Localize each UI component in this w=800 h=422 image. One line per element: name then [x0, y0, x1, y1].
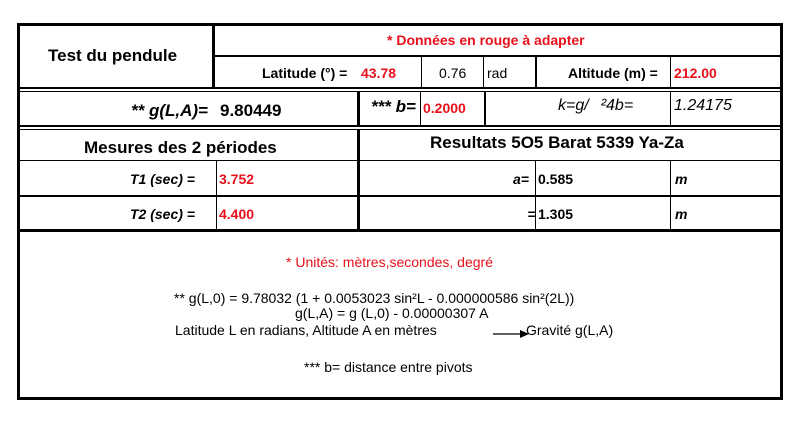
results-title: Resultats 5O5 Barat 5339 Ya-Za [430, 133, 684, 152]
b-definition-note: *** b= distance entre pivots [304, 359, 473, 375]
k-value: 1.24175 [674, 97, 732, 114]
table-bottom-border [20, 229, 780, 232]
altitude-label: Altitude (m) = [568, 65, 658, 81]
latitude-input[interactable]: 43.78 [361, 65, 397, 81]
formula-g-la: g(L,A) = g (L,0) - 0.00000307 A [295, 305, 489, 321]
section-title-border [20, 160, 780, 161]
latitude-radians-value: 0.76 [439, 65, 467, 81]
divider [421, 56, 422, 87]
divider [670, 92, 671, 125]
divider [483, 56, 484, 87]
a-label: a= [513, 171, 529, 187]
formula-g-l0: ** g(L,0) = 9.78032 (1 + 0.0053023 sin²L - 0.000000586 sin²(2L)) [174, 290, 575, 306]
arrow-right-icon [493, 326, 529, 340]
latitude-label: Latitude (°) = [262, 65, 348, 81]
t2-input[interactable]: 4.400 [219, 206, 255, 222]
l-value: 1.305 [538, 206, 574, 222]
divider [670, 56, 671, 87]
altitude-input[interactable]: 212.00 [674, 65, 717, 81]
measures-title: Mesures des 2 périodes [84, 138, 277, 157]
divider [535, 56, 537, 87]
notice-text: * Données en rouge à adapter [387, 32, 585, 48]
divider [420, 92, 421, 125]
divider [484, 92, 486, 125]
radians-unit: rad [487, 65, 508, 81]
page-title: Test du pendule [48, 46, 178, 65]
t1-row-border [20, 195, 780, 197]
divider [357, 92, 360, 125]
g-row-bottom-border [20, 125, 780, 130]
t1-input[interactable]: 3.752 [219, 171, 255, 187]
l-label:   = [513, 206, 536, 222]
k-label-text: k=g/ ²4b= [558, 97, 634, 114]
t2-label: T2 (sec) = [130, 206, 195, 222]
a-value: 0.585 [538, 171, 574, 187]
t1-label: T1 (sec) = [130, 171, 195, 187]
a-unit: m [675, 171, 688, 187]
b-label: *** b= [371, 97, 416, 116]
g-value: 9.80449 [220, 101, 282, 120]
divider [357, 130, 360, 230]
gravity-note: Gravité g(L,A) [526, 322, 614, 338]
g-label: ** g(L,A)= [131, 101, 208, 120]
b-input[interactable]: 0.2000 [423, 100, 466, 116]
l-unit: m [675, 206, 688, 222]
k-label [558, 97, 633, 115]
units-note: * Unités: mètres,secondes, degré [286, 254, 493, 270]
header-divider [215, 55, 780, 57]
latitude-note: Latitude L en radians, Altitude A en mètres [175, 322, 437, 338]
header-bottom-border [20, 87, 780, 92]
